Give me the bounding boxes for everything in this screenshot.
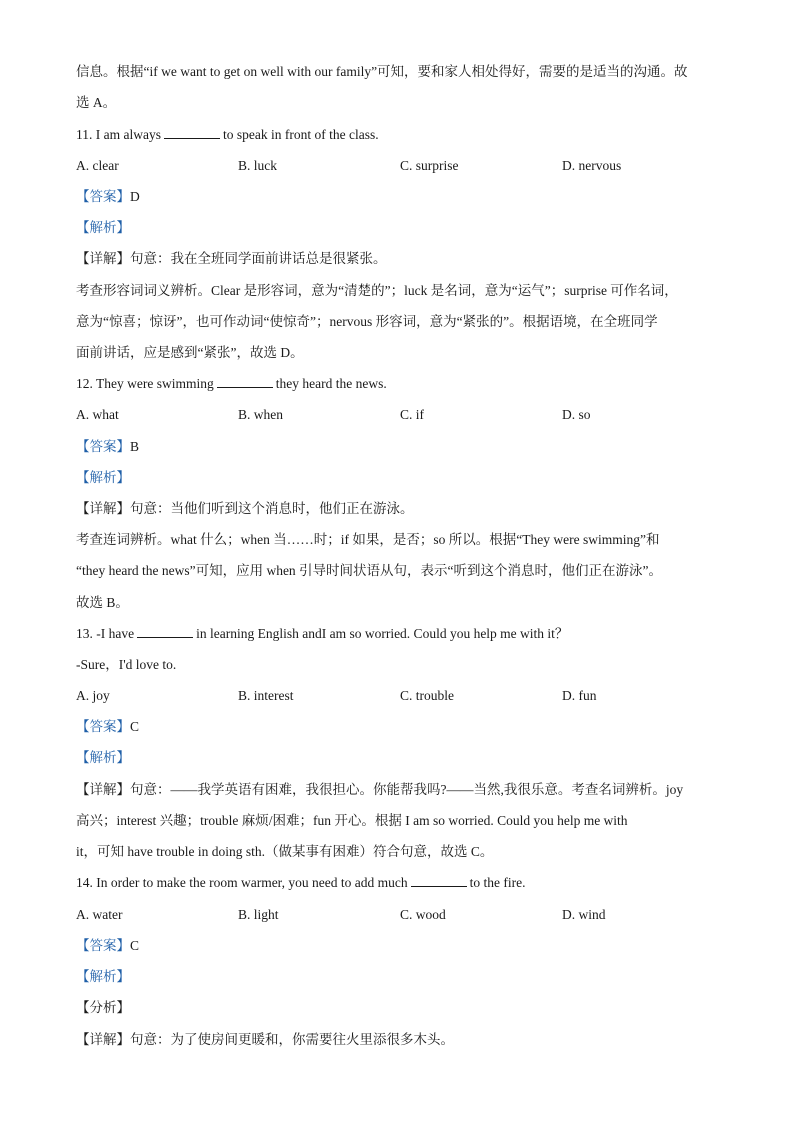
q11-analysis-tag: 【解析】 <box>76 220 130 235</box>
intro-line-2: 选 A。 <box>76 95 117 110</box>
q12-detail-text: 句意：当他们听到这个消息时，他们正在游泳。 <box>130 501 414 516</box>
q14-detail-tag: 【详解】 <box>76 1032 130 1047</box>
q14-option-c: C. wood <box>400 907 446 922</box>
q12-blank <box>217 374 273 388</box>
q13-stem <box>76 624 568 644</box>
q12-option-d: D. so <box>562 407 591 422</box>
q14-blank <box>411 873 467 887</box>
q11-explanation-2: 意为“惊喜；惊讶”，也可作动词“使惊奇”；nervous 形容词，意为“紧张的”。根据语境，在全班同学 <box>76 314 658 329</box>
q12-explanation-2: “they heard the news”可知，应用 when 引导时间状语从句，表示“听到这个消息时，他们正在游泳”。 <box>76 563 663 578</box>
q12-option-c: C. if <box>400 407 425 422</box>
q13-explanation-1: 高兴；interest 兴趣；trouble 麻烦/困难；fun 开心。根据 I am so worried. Could you help me with <box>76 813 628 828</box>
q14-answer-value: C <box>130 938 140 953</box>
q11-answer-value: D <box>130 189 140 204</box>
q12-stem-before: 12. They were swimming <box>76 376 214 391</box>
q13-answer <box>76 717 139 737</box>
q11-blank <box>164 125 220 139</box>
q13-detail-text: 句意：——我学英语有困难，我很担心。你能帮我吗?——当然,我很乐意。考查名词辨析。joy <box>130 782 684 797</box>
q13-blank <box>137 624 193 638</box>
q11-explanation-3: 面前讲话，应是感到“紧张”，故选 D。 <box>76 345 304 360</box>
q11-stem-after: to speak in front of the class. <box>222 127 379 142</box>
intro-line-1: 信息。根据“if we want to get on well with our family”可知，要和家人相处得好，需要的是适当的沟通。故 <box>76 64 688 79</box>
q13-explanation-2: it，可知 have trouble in doing sth.（做某事有困难）符合句意，故选 C。 <box>76 844 494 859</box>
q13-detail-tag: 【详解】 <box>76 782 130 797</box>
q14-detail <box>76 1030 454 1050</box>
q11-detail-tag: 【详解】 <box>76 251 130 266</box>
q12-explanation-3: 故选 B。 <box>76 595 129 610</box>
q14-detail-text: 句意：为了使房间更暖和，你需要往火里添很多木头。 <box>130 1032 454 1047</box>
q12-stem-after: they heard the news. <box>275 376 387 391</box>
q11-answer <box>76 187 140 207</box>
q14-stem-after: to the fire. <box>469 875 526 890</box>
q11-option-c: C. surprise <box>400 158 459 173</box>
q12-answer <box>76 437 139 457</box>
q13-stem-after: in learning English andI am so worried. Could you help me with it？ <box>196 626 569 641</box>
q12-detail <box>76 499 414 519</box>
q11-option-b: B. luck <box>238 158 277 173</box>
q11-option-a: A. clear <box>76 158 119 173</box>
q12-answer-tag: 【答案】 <box>76 439 130 454</box>
q13-option-c: C. trouble <box>400 688 454 703</box>
q13-detail <box>76 780 683 800</box>
q12-detail-tag: 【详解】 <box>76 501 130 516</box>
q11-stem <box>76 125 379 145</box>
q12-option-a: A. what <box>76 407 119 422</box>
q13-option-d: D. fun <box>562 688 597 703</box>
q14-answer-tag: 【答案】 <box>76 938 130 953</box>
q11-stem-before: 11. I am always <box>76 127 161 142</box>
q14-option-b: B. light <box>238 907 279 922</box>
q12-explanation-1: 考查连词辨析。what 什么；when 当……时；if 如果，是否；so 所以。根据“They were swimming”和 <box>76 532 660 547</box>
q11-option-d: D. nervous <box>562 158 622 173</box>
q13-stem-before: 13. -I have <box>76 626 135 641</box>
q14-answer <box>76 936 139 956</box>
q14-stem-before: 14. In order to make the room warmer, you need to add much <box>76 875 408 890</box>
q14-stem <box>76 873 525 893</box>
q14-analysis-tag: 【解析】 <box>76 969 130 984</box>
q11-detail <box>76 249 387 269</box>
q14-option-a: A. water <box>76 907 123 922</box>
q12-option-b: B. when <box>238 407 283 422</box>
q13-analysis-tag: 【解析】 <box>76 750 130 765</box>
q12-stem <box>76 374 387 394</box>
q13-answer-value: C <box>130 719 140 734</box>
q14-fenxi-tag: 【分析】 <box>76 1000 130 1015</box>
q12-answer-value: B <box>130 439 140 454</box>
q13-reply: -Sure，I'd love to. <box>76 657 177 672</box>
q13-answer-tag: 【答案】 <box>76 719 130 734</box>
q13-option-a: A. joy <box>76 688 110 703</box>
q11-answer-tag: 【答案】 <box>76 189 130 204</box>
q14-option-d: D. wind <box>562 907 606 922</box>
q11-detail-text: 句意：我在全班同学面前讲话总是很紧张。 <box>130 251 387 266</box>
q13-option-b: B. interest <box>238 688 294 703</box>
q11-explanation-1: 考查形容词词义辨析。Clear 是形容词，意为“清楚的”；luck 是名词，意为“运气”；surprise 可作名词， <box>76 283 678 298</box>
q12-analysis-tag: 【解析】 <box>76 470 130 485</box>
